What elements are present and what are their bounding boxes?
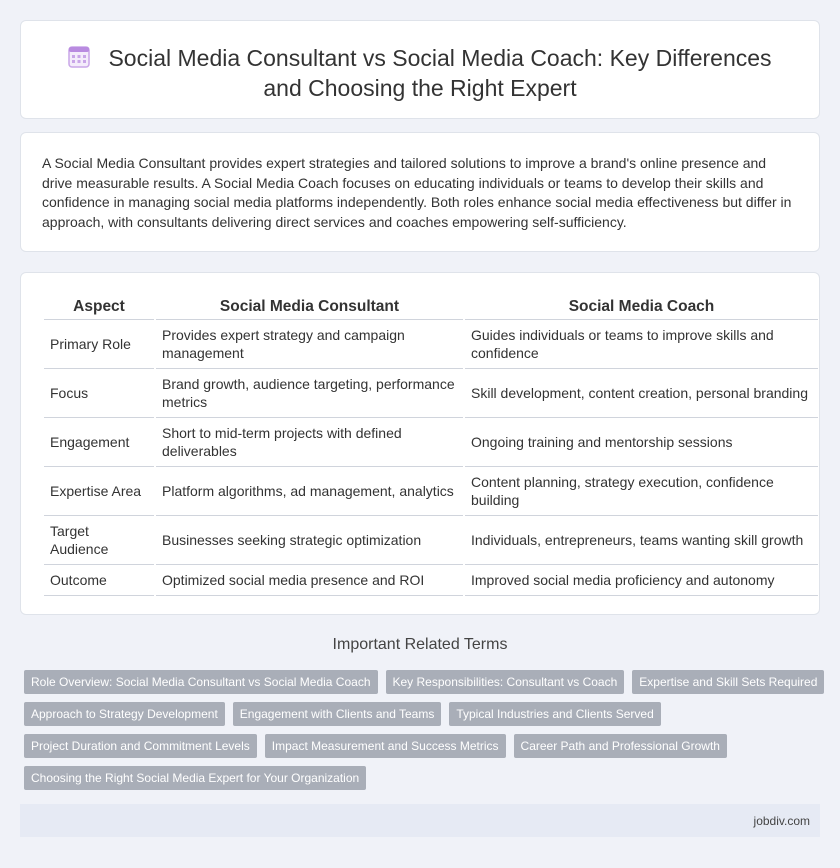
column-header-consultant: Social Media Consultant <box>156 295 463 320</box>
related-terms-heading: Important Related Terms <box>332 636 508 653</box>
tag-row <box>24 702 824 726</box>
related-term-tag[interactable]: Choosing the Right Social Media Expert for Your Organization <box>24 766 366 790</box>
related-term-tag[interactable]: Engagement with Clients and Teams <box>233 702 442 726</box>
cell-aspect: Primary Role <box>44 320 154 369</box>
cell-consultant: Businesses seeking strategic optimization <box>156 516 463 565</box>
calendar-icon <box>68 44 90 68</box>
cell-consultant: Platform algorithms, ad management, analytics <box>156 467 463 516</box>
intro-card <box>20 132 820 252</box>
footer <box>20 804 820 837</box>
title-wrap <box>51 43 789 103</box>
related-term-tag[interactable]: Role Overview: Social Media Consultant vs Social Media Coach <box>24 670 378 694</box>
cell-aspect: Expertise Area <box>44 467 154 516</box>
cell-coach: Skill development, content creation, personal branding <box>465 369 818 418</box>
related-term-tag[interactable]: Typical Industries and Clients Served <box>449 702 660 726</box>
page-title-text: Social Media Consultant vs Social Media Coach: Key Differences and Choosing the Right Expert <box>108 45 772 101</box>
cell-aspect: Engagement <box>44 418 154 467</box>
cell-aspect: Outcome <box>44 565 154 596</box>
related-term-tag[interactable]: Career Path and Professional Growth <box>514 734 727 758</box>
cell-aspect: Focus <box>44 369 154 418</box>
footer-site-link[interactable]: jobdiv.com <box>753 814 810 828</box>
related-term-tag[interactable]: Approach to Strategy Development <box>24 702 225 726</box>
table-header-row <box>44 295 818 320</box>
cell-consultant: Brand growth, audience targeting, performance metrics <box>156 369 463 418</box>
column-header-coach: Social Media Coach <box>465 295 818 320</box>
tag-row <box>24 734 824 758</box>
related-term-tag[interactable]: Project Duration and Commitment Levels <box>24 734 257 758</box>
table-row <box>44 369 818 418</box>
table-row <box>44 467 818 516</box>
header-card <box>20 20 820 119</box>
comparison-table <box>42 295 820 596</box>
cell-coach: Individuals, entrepreneurs, teams wanting skill growth <box>465 516 818 565</box>
cell-consultant: Short to mid-term projects with defined deliverables <box>156 418 463 467</box>
cell-aspect: Target Audience <box>44 516 154 565</box>
cell-coach: Ongoing training and mentorship sessions <box>465 418 818 467</box>
tag-row <box>24 766 824 790</box>
table-row <box>44 516 818 565</box>
table-row <box>44 320 818 369</box>
cell-coach: Content planning, strategy execution, confidence building <box>465 467 818 516</box>
comparison-table-card <box>20 272 820 615</box>
tag-row <box>24 670 824 694</box>
column-header-aspect: Aspect <box>44 295 154 320</box>
related-term-tag[interactable]: Expertise and Skill Sets Required <box>632 670 824 694</box>
table-row <box>44 565 818 596</box>
cell-consultant: Optimized social media presence and ROI <box>156 565 463 596</box>
cell-consultant: Provides expert strategy and campaign management <box>156 320 463 369</box>
table-row <box>44 418 818 467</box>
page-title <box>51 43 789 103</box>
related-terms-list <box>24 670 824 798</box>
cell-coach: Guides individuals or teams to improve skills and confidence <box>465 320 818 369</box>
related-term-tag[interactable]: Impact Measurement and Success Metrics <box>265 734 506 758</box>
cell-coach: Improved social media proficiency and autonomy <box>465 565 818 596</box>
intro-paragraph: A Social Media Consultant provides expert strategies and tailored solutions to improve a brand's online presence and drive measurable results. A Social Media Coach focuses on educating individuals or teams to develop their skills and confidence in managing social media platforms independently. Both roles enhance social media effectiveness but differ in approach, with consultants delivering direct services and coaches empowering self-sufficiency. <box>42 155 792 230</box>
related-term-tag[interactable]: Key Responsibilities: Consultant vs Coach <box>386 670 625 694</box>
